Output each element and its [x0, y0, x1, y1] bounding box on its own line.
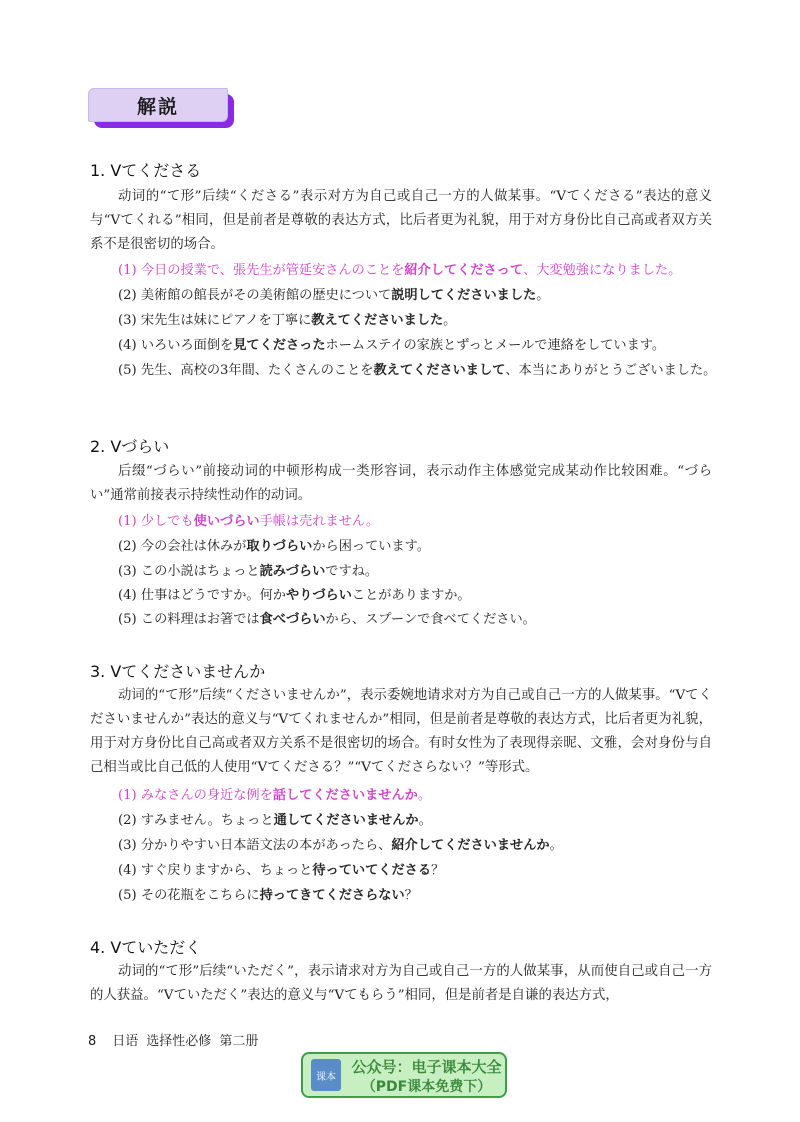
example-item: (5) その花瓶をこちらに持ってきてくださらない？ [118, 888, 418, 903]
section-title: 2. Vづらい [90, 437, 170, 456]
example-item: (1) みなさんの身近な例を話してくださいませんか。 [118, 788, 432, 803]
section-paragraph: 动词的“て形”后续“くださいませんか”，表示委婉地请求对方为自己或自己一方的人做某事。“Vてくださいませんか”表达的意义与“Vてくれませんか”相同，但是前者是尊敬的表达方式，比后者更为礼貌，用于对方身份比自己高或者双方关系不是很密切的场合。有时女性为了表现得亲昵、文雅，会对身份与自己相当或比自己低的人使用“Vてくださる？”“Vてくださらない？”等形式。 [90, 688, 712, 775]
example-item: (5) 先生、高校の3年間、たくさんのことを教えてくださいまして、本当にありがとうございました。 [118, 363, 717, 378]
section-header-tab [88, 88, 236, 128]
example-item: (4) 仕事はどうですか。何かやりづらいことがありますか。 [118, 588, 471, 603]
example-item: (4) すぐ戻りますから、ちょっと待っていてくださる？ [118, 863, 445, 878]
example-item: (3) この小説はちょっと読みづらいですね。 [118, 564, 379, 579]
section-paragraph: 动词的“て形”后续“いただく”，表示请求对方为自己或自己一方的人做某事，从而使自己或自己一方的人获益。“Vていただく”表达的意义与“Vてもらう”相同，但是前者是自谦的表达方式， [90, 964, 712, 1003]
example-item: (2) 今の会社は休みが取りづらいから困っています。 [118, 539, 430, 554]
page-footer [88, 1030, 258, 1049]
section-title: 3. Vてくださいませんか [90, 662, 266, 681]
section-paragraph: 后缀“づらい”前接动词的中顿形构成一类形容词，表示动作主体感觉完成某动作比较困难。“づらい”通常前接表示持续性动作的动词。 [90, 464, 712, 503]
example-item: (4) いろいろ面倒を見てくださったホームステイの家族とずっとメールで連絡をしています。 [118, 338, 666, 353]
book-series: 选择性必修 [146, 1034, 212, 1049]
page-title: 解説 [88, 88, 228, 122]
example-item: (5) この料理はお箸では食べづらいから、スプーンで食べてください。 [118, 612, 536, 627]
book-title: 日语 [112, 1034, 139, 1049]
example-item: (3) 宋先生は妹にピアノを丁寧に教えてくださいました。 [118, 313, 457, 328]
promo-line-2: （PDF课本免费下） [361, 1079, 492, 1095]
example-item: (2) 美術館の館長がその美術館の歴史について説明してくださいました。 [118, 288, 550, 303]
example-item: (1) 今日の授業で、張先生が管延安さんのことを紹介してくださって、大変勉強になりました。 [118, 263, 682, 278]
book-volume: 第二册 [219, 1034, 259, 1049]
section-title: 4. Vていただく [90, 938, 202, 957]
promo-banner [301, 1052, 507, 1098]
promo-line-1: 公众号：电子课本大全 [351, 1058, 502, 1076]
page-number: 8 [88, 1034, 97, 1049]
section-paragraph: 动词的“て形”后续“くださる”表示对方为自己或自己一方的人做某事。“Vてくださる”表达的意义与“Vてくれる”相同，但是前者是尊敬的表达方式，比后者更为礼貌，用于对方身份比自己高或者双方关系不是很密切的场合。 [90, 189, 712, 252]
section-title: 1. Vてくださる [90, 161, 202, 180]
book-icon: 课本 [311, 1059, 341, 1091]
example-item: (1) 少しでも使いづらい手帳は売れません。 [118, 514, 380, 529]
example-item: (3) 分かりやすい日本語文法の本があったら、紹介してくださいませんか。 [118, 838, 563, 853]
example-item: (2) すみません。ちょっと通してくださいませんか。 [118, 813, 432, 828]
